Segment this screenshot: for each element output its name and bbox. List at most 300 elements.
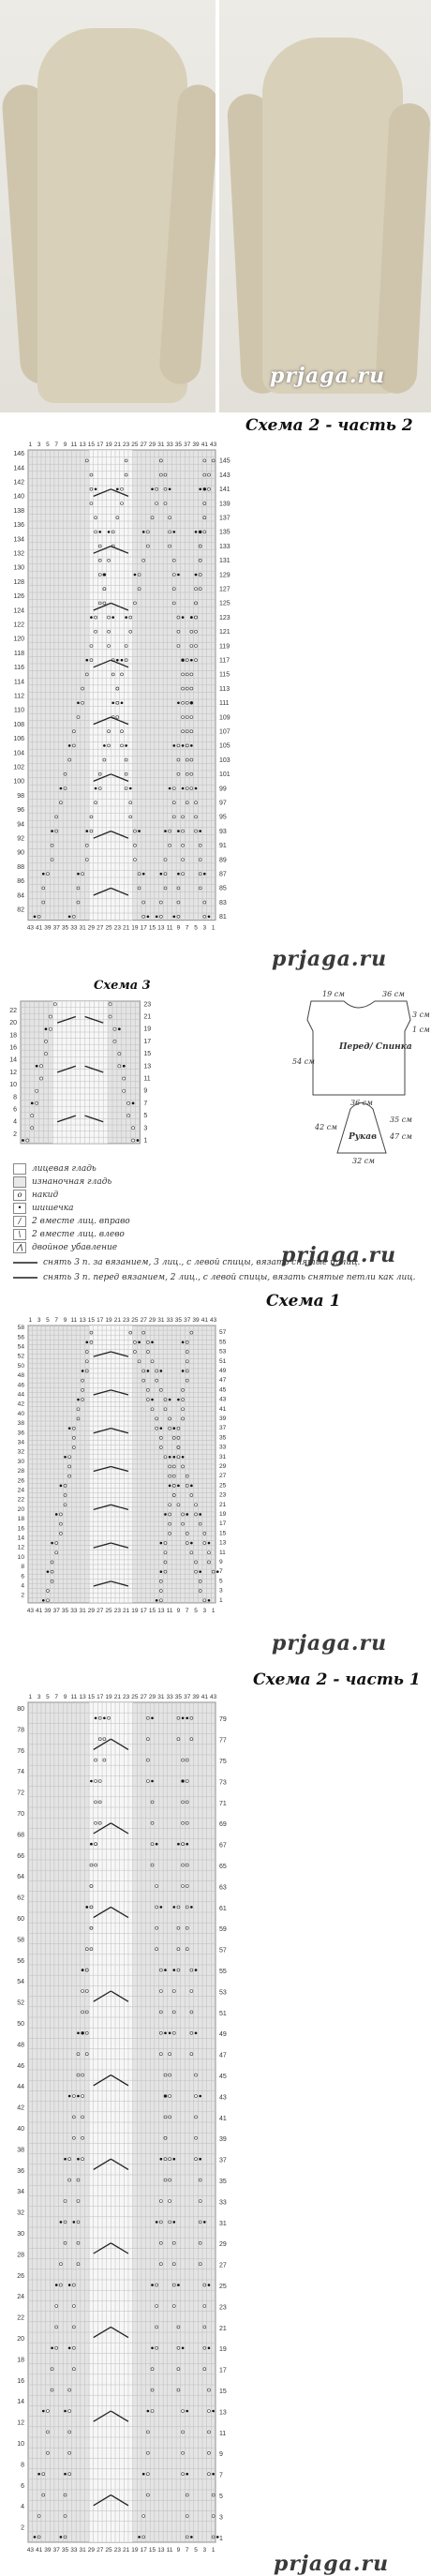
row-number: 109	[218, 714, 230, 722]
yarn-over-mark	[146, 1780, 149, 1783]
yarn-over-mark	[108, 645, 111, 648]
col-number-bottom: 39	[44, 1607, 52, 1614]
legend	[13, 1162, 294, 1254]
yarn-over-mark	[195, 616, 198, 619]
col-number-bottom: 5	[194, 1607, 198, 1614]
row-number: 82	[17, 906, 24, 914]
watermark-3: prjaga.ru	[281, 1243, 397, 1267]
bobble-mark	[111, 701, 114, 704]
photo-divider	[216, 0, 219, 412]
row-number: 3	[218, 2514, 223, 2522]
yarn-over-mark	[82, 2136, 84, 2139]
yarn-over-mark	[108, 1716, 111, 1719]
yarn-over-mark	[146, 2494, 149, 2496]
row-number: 120	[13, 636, 24, 643]
yarn-over-mark	[37, 2515, 40, 2518]
yarn-over-mark	[116, 517, 119, 519]
col-number-bottom: 17	[140, 2547, 147, 2554]
bobble-mark	[172, 2158, 175, 2161]
yarn-over-mark	[164, 487, 167, 490]
legend-symbol: /	[13, 1216, 26, 1227]
yarn-over-mark	[156, 1906, 158, 1909]
row-number: 122	[13, 622, 24, 629]
yarn-over-mark	[138, 1360, 141, 1363]
row-number: 54	[17, 1979, 24, 1986]
yarn-over-mark	[51, 1570, 53, 1573]
yarn-over-mark	[172, 2031, 175, 2034]
yarn-over-mark	[77, 716, 80, 719]
yarn-over-mark	[186, 744, 188, 747]
row-number: 12	[17, 1544, 24, 1551]
bobble-mark	[77, 2031, 80, 2034]
yarn-over-mark	[129, 630, 132, 633]
col-number-top: 15	[87, 1694, 96, 1700]
yarn-over-mark	[118, 1053, 121, 1056]
yarn-over-mark	[186, 1885, 188, 1888]
row-number: 143	[218, 472, 230, 479]
row-number: 20	[17, 1505, 24, 1513]
row-number: 106	[13, 736, 24, 743]
yarn-over-mark	[186, 772, 188, 775]
bobble-mark	[151, 2284, 154, 2286]
bobble-mark	[160, 873, 163, 876]
col-number-top: 29	[148, 1694, 156, 1700]
front-back-label: Перед/ Спинка	[339, 1042, 412, 1052]
bobble-mark	[169, 2031, 171, 2034]
row-number: 11	[143, 1075, 151, 1083]
col-number-bottom: 25	[105, 924, 112, 932]
yarn-over-mark	[159, 1599, 162, 1602]
yarn-over-mark	[129, 1331, 132, 1334]
row-number: 92	[17, 835, 24, 843]
legend-text: 2 вместе лиц. вправо	[32, 1217, 130, 1226]
col-number-bottom: 35	[61, 2547, 69, 2554]
row-number: 43	[218, 2094, 227, 2102]
col-number-top: 3	[37, 1694, 41, 1700]
yarn-over-mark	[186, 1542, 188, 1545]
bobble-mark	[90, 1843, 93, 1846]
yarn-over-mark	[182, 816, 185, 818]
yarn-over-mark	[44, 1053, 47, 1056]
yarn-over-mark	[131, 1127, 134, 1130]
yarn-over-mark	[68, 2410, 71, 2413]
bobble-mark	[160, 1427, 163, 1430]
col-number-top: 19	[105, 1694, 112, 1700]
row-number: 98	[17, 792, 24, 800]
yarn-over-mark	[164, 2116, 167, 2119]
bobble-mark	[199, 1570, 201, 1573]
yarn-over-mark	[186, 787, 188, 790]
bobble-mark	[85, 1341, 88, 1344]
bobble-mark	[177, 1399, 180, 1401]
yarn-over-mark	[46, 2410, 49, 2413]
yarn-over-mark	[190, 687, 193, 690]
row-number: 97	[218, 800, 227, 807]
bobble-mark	[55, 1513, 58, 1516]
yarn-over-mark	[90, 816, 93, 818]
row-number: 40	[17, 2125, 24, 2133]
bobble-mark	[137, 1139, 140, 1142]
yarn-over-mark	[186, 801, 188, 804]
row-number: 44	[17, 2084, 24, 2091]
yarn-over-mark	[177, 744, 180, 747]
row-number: 141	[218, 487, 230, 494]
row-number: 28	[17, 1468, 24, 1475]
bobble-mark	[36, 1065, 38, 1068]
row-number: 29	[218, 2241, 227, 2249]
bobble-mark	[160, 1370, 163, 1372]
yarn-over-mark	[142, 915, 145, 918]
yarn-over-mark	[85, 459, 88, 462]
yarn-over-mark	[42, 887, 45, 890]
yarn-over-mark	[159, 915, 162, 918]
yarn-over-mark	[190, 758, 193, 761]
row-number: 18	[17, 1516, 24, 1523]
yarn-over-mark	[186, 2515, 188, 2518]
yarn-over-mark	[98, 545, 101, 547]
col-number-top: 9	[63, 1317, 67, 1324]
row-number: 40	[17, 1410, 24, 1417]
row-number: 111	[218, 700, 230, 708]
yarn-over-mark	[159, 2263, 162, 2266]
yarn-over-mark	[72, 2368, 75, 2371]
yarn-over-mark	[95, 1759, 97, 1761]
row-number: 27	[218, 1473, 227, 1480]
yarn-over-mark	[203, 2326, 206, 2329]
yarn-over-mark	[156, 1370, 158, 1372]
yarn-over-mark	[64, 2200, 67, 2203]
yarn-over-mark	[129, 801, 132, 804]
yarn-over-mark	[177, 887, 180, 890]
yarn-over-mark	[151, 2389, 154, 2391]
bobble-mark	[151, 487, 154, 490]
col-number-bottom: 15	[148, 924, 156, 932]
row-number: 54	[17, 1343, 24, 1351]
row-number: 84	[17, 892, 24, 900]
col-number-top: 39	[192, 442, 200, 448]
yarn-over-mark	[186, 1351, 188, 1354]
bobble-mark	[156, 2221, 158, 2224]
bobble-mark	[151, 1341, 154, 1344]
row-number: 35	[218, 2178, 227, 2185]
yarn-over-mark	[169, 517, 171, 519]
bobble-mark	[182, 1341, 185, 1344]
yarn-over-mark	[64, 2515, 67, 2518]
yarn-over-mark	[46, 2431, 49, 2434]
yarn-over-mark	[156, 1885, 158, 1888]
yarn-over-mark	[203, 517, 206, 519]
yarn-over-mark	[190, 645, 193, 648]
yarn-over-mark	[72, 2116, 75, 2119]
yarn-over-mark	[82, 2158, 84, 2161]
yarn-over-mark	[55, 2326, 58, 2329]
col-number-bottom: 23	[113, 2547, 121, 2554]
row-number: 133	[218, 543, 230, 550]
row-number: 11	[218, 2430, 227, 2437]
yarn-over-mark	[146, 2451, 149, 2454]
yarn-over-mark	[116, 687, 119, 690]
col-number-top: 31	[157, 442, 165, 448]
row-number: 42	[17, 1400, 24, 1408]
row-number: 1	[143, 1137, 148, 1145]
yarn-over-mark	[142, 1370, 145, 1372]
bobble-mark	[64, 2473, 67, 2476]
row-number: 16	[17, 2377, 24, 2385]
yarn-over-mark	[164, 2074, 167, 2076]
row-number: 19	[218, 2346, 227, 2354]
yarn-over-mark	[44, 1040, 47, 1042]
yarn-over-mark	[190, 630, 193, 633]
yarn-over-mark	[182, 1759, 185, 1761]
yarn-over-mark	[199, 2221, 201, 2224]
col-number-top: 13	[79, 1694, 86, 1700]
bobble-mark	[195, 2031, 198, 2034]
yarn-over-mark	[109, 1003, 111, 1006]
row-number: 47	[218, 1377, 227, 1385]
row-number: 14	[9, 1056, 17, 1064]
yarn-over-mark	[207, 1551, 210, 1554]
row-number: 66	[17, 1852, 24, 1860]
yarn-over-mark	[90, 1906, 93, 1909]
yarn-over-mark	[177, 645, 180, 648]
row-number: 5	[143, 1113, 148, 1120]
bobble-mark	[37, 2473, 40, 2476]
dim-9: 47 см	[390, 1132, 412, 1141]
watermark-2: prjaga.ru	[272, 947, 388, 971]
yarn-over-mark	[182, 1885, 185, 1888]
row-number: 49	[218, 1367, 227, 1374]
bobble-mark	[186, 2410, 188, 2413]
bobble-mark	[42, 2410, 45, 2413]
col-number-top: 33	[166, 1317, 173, 1324]
yarn-over-mark	[199, 559, 201, 562]
yarn-over-mark	[64, 2241, 67, 2244]
yarn-over-mark	[207, 473, 210, 476]
yarn-over-mark	[190, 1969, 193, 1971]
yarn-over-mark	[46, 1599, 49, 1602]
row-number: 7	[218, 2472, 223, 2479]
legend-item	[13, 1189, 294, 1202]
yarn-over-mark	[169, 2116, 171, 2119]
yarn-over-mark	[172, 1484, 175, 1487]
bobble-mark	[90, 616, 93, 619]
col-number-top: 21	[113, 1694, 121, 1700]
row-number: 38	[17, 2147, 24, 2154]
row-number: 6	[13, 1106, 17, 1114]
bobble-mark	[160, 1542, 163, 1545]
yarn-over-mark	[203, 2284, 206, 2286]
legend-symbol	[13, 1163, 26, 1175]
yarn-over-mark	[36, 1101, 38, 1104]
bobble-mark	[195, 531, 198, 533]
col-number-top: 33	[166, 442, 173, 448]
yarn-over-mark	[164, 1408, 167, 1411]
row-number: 9	[218, 1558, 223, 1565]
row-number: 10	[17, 2440, 24, 2448]
col-number-top: 25	[131, 1317, 139, 1324]
legend-cable-right-text: снять 3 п. перед вязанием, 2 лиц., с левой спицы, вязать снятые петли как лиц.	[43, 1273, 416, 1282]
yarn-over-mark	[142, 559, 145, 562]
row-number: 49	[218, 2031, 227, 2039]
yarn-over-mark	[98, 1801, 101, 1804]
yarn-over-mark	[46, 1590, 49, 1593]
yarn-over-mark	[82, 1388, 84, 1391]
row-number: 30	[17, 2230, 24, 2238]
bobble-mark	[177, 1843, 180, 1846]
row-number: 32	[17, 1448, 24, 1456]
yarn-over-mark	[72, 2346, 75, 2349]
row-number: 47	[218, 2052, 227, 2059]
yarn-over-mark	[82, 2116, 84, 2119]
yarn-over-mark	[49, 1027, 52, 1030]
yarn-over-mark	[146, 1388, 149, 1391]
yarn-over-mark	[203, 915, 206, 918]
row-number: 11	[218, 1549, 226, 1556]
yarn-over-mark	[77, 2179, 80, 2181]
row-number: 89	[218, 857, 227, 864]
row-number: 20	[17, 2335, 24, 2343]
row-number: 108	[13, 721, 24, 728]
dim-8: 35 см	[390, 1116, 412, 1124]
yarn-over-mark	[77, 2074, 80, 2076]
yarn-over-mark	[186, 701, 188, 704]
yarn-over-mark	[156, 1948, 158, 1951]
bobble-mark	[172, 2221, 175, 2224]
row-number: 145	[218, 457, 230, 465]
bobble-mark	[208, 915, 211, 918]
yarn-over-mark	[85, 1351, 88, 1354]
yarn-over-mark	[95, 616, 97, 619]
row-number: 15	[218, 2388, 227, 2395]
row-number: 24	[17, 1487, 24, 1494]
row-number: 64	[17, 1874, 24, 1881]
yarn-over-mark	[108, 630, 111, 633]
bobble-mark	[177, 830, 180, 832]
bobble-mark	[190, 616, 193, 619]
row-number: 27	[218, 2262, 227, 2269]
yarn-over-mark	[199, 873, 201, 876]
scheme-1-chart	[0, 1310, 431, 1639]
yarn-over-mark	[172, 2241, 175, 2244]
yarn-over-mark	[133, 1351, 136, 1354]
yarn-over-mark	[164, 1551, 167, 1554]
yarn-over-mark	[120, 502, 123, 505]
bobble-mark	[190, 659, 193, 662]
bobble-mark	[147, 915, 150, 918]
yarn-over-mark	[142, 2515, 145, 2518]
yarn-over-mark	[186, 1360, 188, 1363]
row-number: 4	[21, 2504, 24, 2511]
yarn-over-mark	[156, 487, 158, 490]
row-number: 29	[218, 1462, 227, 1470]
yarn-over-mark	[95, 1843, 97, 1846]
yarn-over-mark	[146, 1351, 149, 1354]
col-number-bottom: 15	[148, 1607, 156, 1614]
bobble-mark	[134, 574, 137, 577]
yarn-over-mark	[203, 1532, 206, 1535]
row-number: 5	[218, 2493, 223, 2500]
yarn-over-mark	[156, 2284, 158, 2286]
yarn-over-mark	[203, 531, 206, 533]
yarn-over-mark	[159, 1446, 162, 1449]
row-number: 35	[218, 1434, 227, 1442]
bobble-mark	[45, 1027, 48, 1030]
row-number: 139	[218, 501, 230, 508]
yarn-over-mark	[133, 602, 136, 605]
yarn-over-mark	[118, 1065, 121, 1068]
bobble-mark	[199, 531, 201, 533]
watermark-5: prjaga.ru	[274, 2552, 390, 2576]
yarn-over-mark	[199, 2263, 201, 2266]
col-number-bottom: 35	[61, 924, 69, 932]
yarn-over-mark	[77, 2263, 80, 2266]
yarn-over-mark	[177, 1427, 180, 1430]
bobble-mark	[151, 2346, 154, 2349]
bobble-mark	[60, 1485, 63, 1488]
yarn-over-mark	[85, 1969, 88, 1971]
col-number-top: 23	[123, 442, 130, 448]
yarn-over-mark	[42, 2473, 45, 2476]
row-number: 41	[218, 2115, 227, 2122]
yarn-over-mark	[103, 1738, 106, 1741]
yarn-over-mark	[72, 2095, 75, 2098]
bobble-mark	[172, 1969, 175, 1971]
row-number: 45	[218, 1386, 227, 1394]
row-number: 26	[17, 2272, 24, 2280]
yarn-over-mark	[68, 1465, 71, 1468]
yarn-over-mark	[182, 1465, 185, 1468]
bobble-mark	[95, 787, 97, 790]
bobble-mark	[82, 1969, 84, 1971]
legend-symbol: •	[13, 1203, 26, 1214]
bobble-mark	[190, 1906, 193, 1909]
legend-symbol: ⋀	[13, 1242, 26, 1253]
yarn-over-mark	[146, 1716, 149, 1719]
yarn-over-mark	[186, 2536, 188, 2539]
yarn-over-mark	[55, 2305, 58, 2308]
yarn-over-mark	[64, 2494, 67, 2496]
bobble-mark	[85, 659, 88, 662]
yarn-over-mark	[169, 1417, 171, 1420]
row-number: 81	[218, 914, 227, 921]
yarn-over-mark	[186, 1370, 188, 1372]
yarn-over-mark	[177, 1504, 180, 1506]
bobble-mark	[142, 873, 145, 876]
yarn-over-mark	[37, 915, 40, 918]
yarn-over-mark	[199, 2200, 201, 2203]
dim-6: 42 см	[315, 1123, 337, 1131]
yarn-over-mark	[203, 2346, 206, 2349]
col-number-top: 17	[97, 1694, 104, 1700]
yarn-over-mark	[177, 1906, 180, 1909]
yarn-over-mark	[142, 1331, 145, 1334]
row-number: 33	[218, 2199, 227, 2207]
yarn-over-mark	[199, 859, 201, 861]
col-number-bottom: 11	[166, 2547, 173, 2554]
yarn-over-mark	[186, 1801, 188, 1804]
col-number-bottom: 17	[140, 924, 147, 932]
yarn-over-mark	[156, 1417, 158, 1420]
bobble-mark	[164, 2031, 167, 2034]
bobble-mark	[22, 1139, 24, 1142]
yarn-over-mark	[172, 559, 175, 562]
col-number-bottom: 13	[157, 1607, 165, 1614]
yarn-over-mark	[182, 1399, 185, 1401]
bobble-mark	[208, 1542, 211, 1545]
yarn-over-mark	[64, 2221, 67, 2224]
bobble-mark	[177, 701, 180, 704]
yarn-over-mark	[133, 844, 136, 846]
